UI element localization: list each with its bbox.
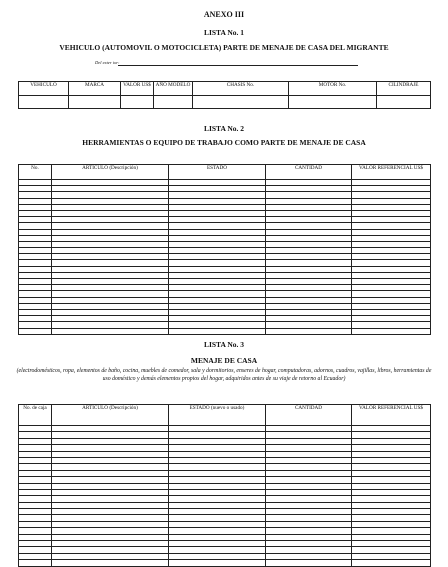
col-valor: VALOR US$ [121,82,154,96]
list1-header-row [19,82,431,96]
cell[interactable] [169,328,266,334]
col-cantidad: CANTIDAD [266,165,352,180]
cell[interactable] [289,96,377,109]
cell[interactable] [266,560,352,566]
list1-title: VEHICULO (AUTOMOVIL O MOTOCICLETA) PARTE DE MENAJE DE CASA DEL MIGRANTE [59,43,389,52]
list3-heading: LISTA No. 3 [203,340,245,349]
table-row[interactable] [19,560,431,566]
col-vehiculo: VEHICULO [19,82,69,96]
cell[interactable] [19,560,52,566]
cell[interactable] [193,96,289,109]
col-valor-referencial: VALOR REFERENCIAL US$ [352,165,431,180]
annex-title: ANEXO III [203,10,245,19]
list1-heading: LISTA No. 1 [203,28,245,37]
col-estado: ESTADO (nuevo o usado) [169,405,266,426]
cell[interactable] [69,96,121,109]
cell[interactable] [121,96,154,109]
list2-header-row [19,165,431,180]
col-valor-referencial: VALOR REFERENCIAL US$ [352,405,431,426]
col-motor: MOTOR No. [289,82,377,96]
list2-heading: LISTA No. 2 [203,124,245,133]
cell[interactable] [377,96,431,109]
cell[interactable] [154,96,193,109]
list1-table [18,81,431,109]
col-marca: MARCA [69,82,121,96]
col-cantidad: CANTIDAD [266,405,352,426]
table-row[interactable] [19,328,431,334]
list1-entry-row[interactable] [19,96,431,109]
list2-title: HERRAMIENTAS O EQUIPO DE TRABAJO COMO PARTE DE MENAJE DE CASA [82,138,366,147]
col-chasis: CHASIS No. [193,82,289,96]
from-line[interactable] [118,65,358,66]
list3-header-row [19,405,431,426]
cell[interactable] [169,560,266,566]
cell[interactable] [19,328,52,334]
col-cilindraje: CILINDRAJE [377,82,431,96]
cell[interactable] [52,560,169,566]
col-estado: ESTADO [169,165,266,180]
list2-table [18,164,431,335]
col-no: No. [19,165,52,180]
col-anio-modelo: AÑO MODELO [154,82,193,96]
cell[interactable] [52,328,169,334]
cell[interactable] [19,96,69,109]
from-label: Del exter ior: [95,60,120,65]
cell[interactable] [266,328,352,334]
col-articulo: ARTICULO (Descripción) [52,165,169,180]
col-no-caja: No. de caja [19,405,52,426]
list3-table [18,404,431,567]
col-articulo: ARTICULO (Descripción) [52,405,169,426]
list3-title: MENAJE DE CASA [190,356,258,365]
cell[interactable] [352,560,431,566]
list3-description: (electrodomésticos, ropa, elementos de baño, cocina, muebles de comedor, sala y dormitorios, enseres de hogar, computadoras, adornos, cuadros, vajillas, libros, herramientas de uso doméstico y demás elementos propios del hogar, adquiridos antes de su viaje de retorno al Ecuador) [16,368,432,382]
cell[interactable] [352,328,431,334]
